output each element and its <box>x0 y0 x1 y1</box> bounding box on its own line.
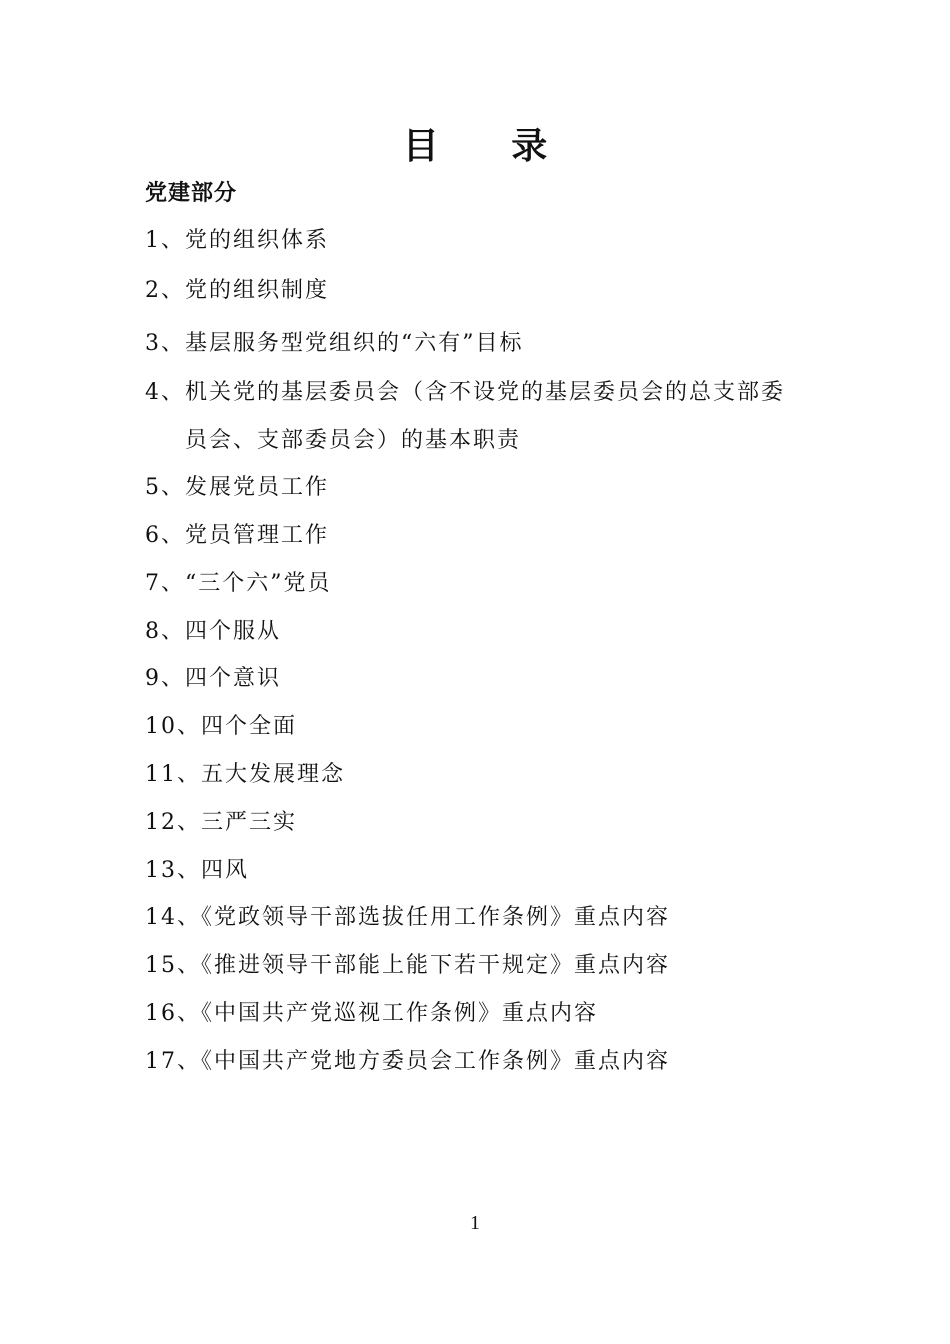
toc-item[interactable] <box>145 664 281 694</box>
toc-item[interactable] <box>145 999 598 1029</box>
toc-item-text: 4、机关党的基层委员会（含不设党的基层委员会的总支部委 <box>145 380 785 405</box>
toc-item-text: 16、《中国共产党巡视工作条例》重点内容 <box>145 1001 598 1026</box>
toc-item-text: 11、五大发展理念 <box>145 762 345 787</box>
toc-item[interactable] <box>145 808 297 838</box>
toc-item-text: 6、党员管理工作 <box>145 523 329 548</box>
toc-item[interactable] <box>145 569 332 599</box>
toc-item[interactable] <box>145 856 249 886</box>
toc-item-text: 7、“三个六”党员 <box>145 571 332 596</box>
toc-item[interactable] <box>145 712 297 742</box>
toc-item-text: 3、基层服务型党组织的“六有”目标 <box>145 331 524 356</box>
page-number: 1 <box>470 1212 480 1234</box>
toc-item[interactable] <box>145 226 329 256</box>
toc-item[interactable] <box>145 473 329 503</box>
toc-item-continuation: 员会、支部委员会）的基本职责 <box>185 428 522 453</box>
toc-item-text: 5、发展党员工作 <box>145 475 329 500</box>
toc-item-text: 9、四个意识 <box>145 666 281 691</box>
page-title: 目 录 <box>402 125 578 167</box>
toc-item-text: 17、《中国共产党地方委员会工作条例》重点内容 <box>145 1049 670 1074</box>
section-heading: 党建部分 <box>145 180 238 206</box>
toc-item[interactable] <box>145 903 670 933</box>
toc-item[interactable] <box>145 378 785 456</box>
toc-item-text: 14、《党政领导干部选拔任用工作条例》重点内容 <box>145 905 670 930</box>
toc-item[interactable] <box>145 276 329 306</box>
toc-item[interactable] <box>145 1047 670 1077</box>
toc-item-text: 8、四个服从 <box>145 619 281 644</box>
toc-item-text: 1、党的组织体系 <box>145 228 329 253</box>
toc-item-text: 12、三严三实 <box>145 810 297 835</box>
toc-item[interactable] <box>145 951 670 981</box>
toc-item-text: 15、《推进领导干部能上能下若干规定》重点内容 <box>145 953 670 978</box>
toc-item[interactable] <box>145 329 524 359</box>
toc-item-text: 10、四个全面 <box>145 714 297 739</box>
toc-item-text: 2、党的组织制度 <box>145 278 329 303</box>
toc-item[interactable] <box>145 617 281 647</box>
toc-item-text: 13、四风 <box>145 858 249 883</box>
toc-item[interactable] <box>145 521 329 551</box>
toc-item[interactable] <box>145 760 345 790</box>
